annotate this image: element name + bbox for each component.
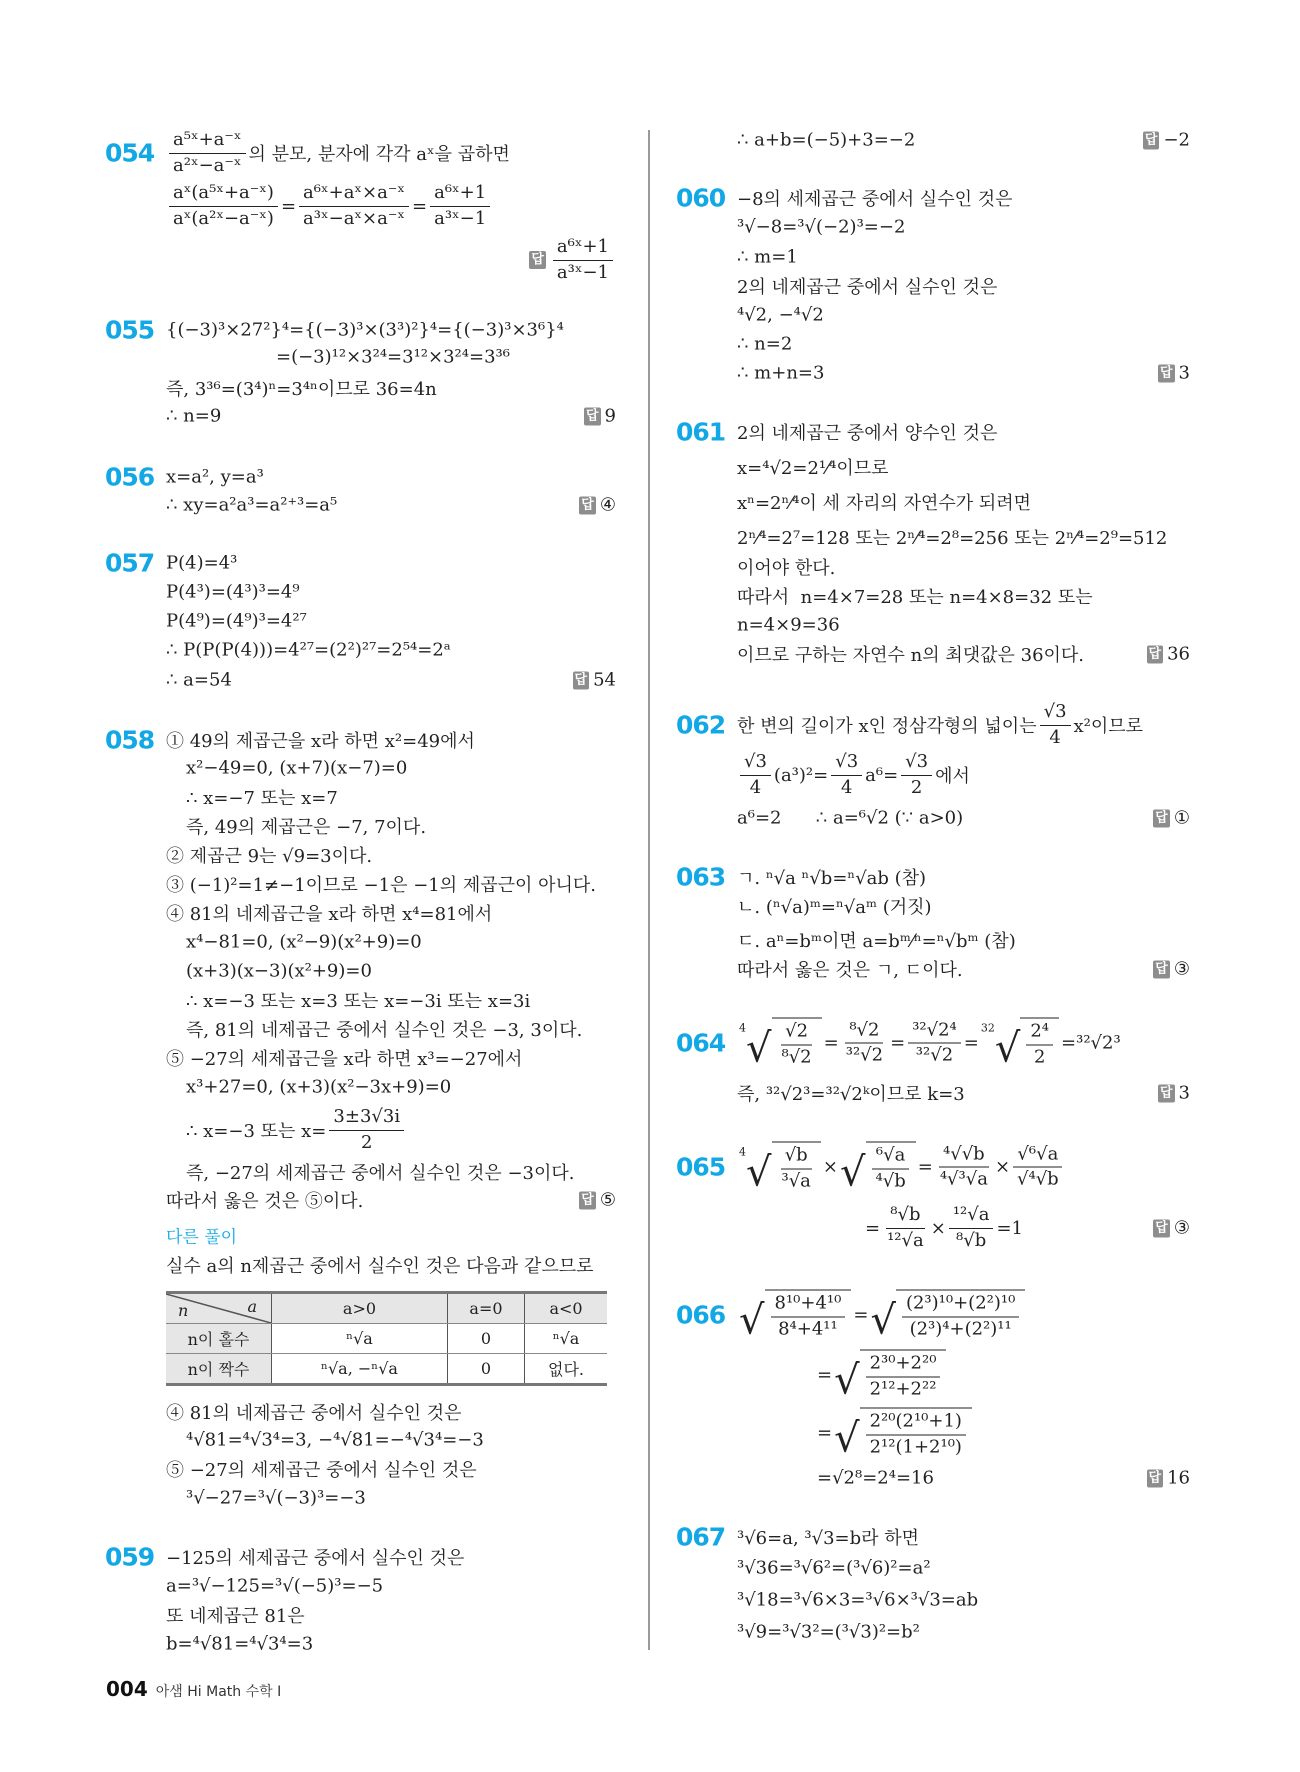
solution-line: a=³√−125=³√(−5)³=−5 <box>166 1575 384 1597</box>
answer-value: ① <box>1173 807 1190 829</box>
radical-sign: √ <box>840 1149 866 1196</box>
fraction <box>1026 1021 1053 1069</box>
solution-line: ② 제곱근 9는 √9=3이다. <box>166 846 373 867</box>
fraction <box>949 1204 994 1252</box>
answer-badge-icon: 답 <box>1148 1470 1162 1485</box>
fraction <box>883 1204 928 1252</box>
text: =³²√2³ <box>1061 1032 1121 1054</box>
fraction <box>831 751 862 799</box>
table-cell: ⁿ√a <box>272 1324 448 1354</box>
solution-line: −8의 세제곱근 중에서 실수인 것은 <box>737 189 1013 210</box>
problem-number: 059 <box>105 1542 155 1572</box>
solution-line <box>166 182 493 230</box>
fraction <box>299 182 409 230</box>
table-row <box>166 1324 607 1354</box>
problem-number: 056 <box>105 462 155 492</box>
solution-line: ∴ m=1 <box>737 246 798 268</box>
equals: = <box>817 1422 833 1444</box>
radical <box>870 1290 1025 1344</box>
problem-number: 067 <box>676 1522 726 1552</box>
answer <box>1147 644 1190 665</box>
answer-badge-icon: 답 <box>1155 961 1168 976</box>
text: ∴ x=−3 또는 x= <box>186 1121 327 1142</box>
problem-number: 065 <box>676 1152 726 1182</box>
numerator: √3 <box>831 751 862 776</box>
numerator: √2 <box>781 1021 812 1046</box>
denominator: ⁸√b <box>956 1229 987 1251</box>
solution-line <box>737 1290 1027 1344</box>
denominator: a³ˣ−1 <box>556 261 609 283</box>
times: × <box>930 1217 946 1239</box>
solution-line: n=4×9=36 <box>737 614 840 636</box>
fraction <box>936 1143 992 1191</box>
numerator: √b <box>781 1145 812 1170</box>
solution-line: 따라서 옳은 것은 ㄱ, ㄷ이다. <box>737 960 963 981</box>
radical <box>834 1408 972 1462</box>
denominator: 8⁴+4¹¹ <box>778 1318 838 1339</box>
problem-number: 062 <box>676 710 726 740</box>
answer-value: −2 <box>1163 129 1190 151</box>
problem-number: 054 <box>105 138 155 168</box>
denominator: (2³)⁴+(2²)¹¹ <box>909 1318 1012 1339</box>
numerator: (2³)¹⁰+(2²)¹⁰ <box>902 1293 1019 1318</box>
times: × <box>822 1156 839 1178</box>
solution-line: ∴ m+n=3 <box>737 362 825 384</box>
solution-line: 실수 a의 n제곱근 중에서 실수인 것은 다음과 같으므로 <box>166 1256 594 1277</box>
equals: = <box>865 1217 881 1239</box>
denominator: 2 <box>361 1131 373 1153</box>
solution-line: ∴ P(P(P(4)))=4²⁷=(2²)²⁷=2⁵⁴=2ᵃ <box>166 639 451 661</box>
text: x²이므로 <box>1073 716 1144 737</box>
radical <box>739 1290 851 1344</box>
fraction <box>329 1106 404 1154</box>
solution-line <box>737 1018 1121 1072</box>
fraction <box>771 1293 846 1341</box>
answer <box>1153 959 1190 980</box>
solution-line: ∴ a=54 <box>166 669 232 691</box>
equals: = <box>853 1304 869 1326</box>
solution-line: 이므로 구하는 자연수 n의 최댓값은 36이다. <box>737 645 1085 666</box>
solution-line: ④ 81의 네제곱근을 x라 하면 x⁴=81에서 <box>166 904 493 925</box>
answer-badge-icon: 답 <box>1155 810 1168 825</box>
solution-line: b=⁴√81=⁴√3⁴=3 <box>166 1633 314 1655</box>
solution-line: ³√−8=³√(−2)³=−2 <box>737 216 906 238</box>
answer-value: 3 <box>1178 1082 1190 1104</box>
solution-line: 즉, 3³⁶=(3⁴)ⁿ=3⁴ⁿ이므로 36=4n <box>166 379 437 400</box>
fraction <box>169 129 246 177</box>
column-header: a<0 <box>525 1293 607 1324</box>
fraction <box>866 1353 941 1401</box>
problem-number: 058 <box>105 725 155 755</box>
answer <box>529 236 616 284</box>
radical-index: 4 <box>739 1021 746 1035</box>
answer-badge-icon: 답 <box>585 408 599 423</box>
numerator: ⁴√√b <box>939 1143 989 1168</box>
denominator: ¹²√a <box>887 1229 924 1251</box>
text: =1 <box>996 1217 1024 1239</box>
radical <box>834 1350 946 1404</box>
numerator: ¹²√a <box>949 1204 994 1229</box>
solution-line: {(−3)³×27²}⁴={(−3)³×(3³)²}⁴={(−3)³×3⁶}⁴ <box>166 319 564 341</box>
answer-badge-icon: 답 <box>574 672 588 687</box>
equals: = <box>280 195 297 217</box>
problem-number: 066 <box>676 1300 726 1330</box>
fraction <box>842 1019 887 1067</box>
numerator: √3 <box>1040 701 1071 726</box>
answer-badge-icon: 답 <box>531 252 544 267</box>
solution-line: ㄱ. ⁿ√a ⁿ√b=ⁿ√ab (참) <box>737 868 927 889</box>
table-corner <box>166 1293 272 1324</box>
radical-index: 32 <box>980 1021 995 1035</box>
radical <box>739 1142 821 1196</box>
equals: = <box>963 1032 979 1054</box>
denominator: ³²√2 <box>915 1044 954 1066</box>
denominator: 4 <box>1049 726 1061 748</box>
times: × <box>994 1156 1011 1178</box>
denominator: aˣ(a²ˣ−a⁻ˣ) <box>173 207 274 229</box>
answer-badge-icon: 답 <box>1148 646 1162 661</box>
numerator: ⁸√b <box>886 1204 924 1229</box>
answer <box>1143 130 1190 151</box>
solution-line: xⁿ=2ⁿ⁄⁴이 세 자리의 자연수가 되려면 <box>737 493 1032 514</box>
column-header: a>0 <box>272 1293 448 1324</box>
solution-line: 2ⁿ⁄⁴=2⁷=128 또는 2ⁿ⁄⁴=2⁸=256 또는 2ⁿ⁄⁴=2⁹=512 <box>737 528 1168 549</box>
solution-line: 이어야 한다. <box>737 558 836 579</box>
row-header: n이 홀수 <box>166 1324 272 1354</box>
problem-number: 055 <box>105 315 155 345</box>
numerator: 2³⁰+2²⁰ <box>866 1353 941 1378</box>
radical-sign: √ <box>834 1415 860 1462</box>
radical <box>980 1018 1059 1072</box>
denominator: √⁴√b <box>1017 1168 1059 1190</box>
solution-line: x=a², y=a³ <box>166 466 264 488</box>
radical-index: 4 <box>739 1145 746 1159</box>
fraction <box>778 1021 816 1069</box>
answer-value: 54 <box>593 669 616 691</box>
solution-line: ∴ x=−3 또는 x=3 또는 x=−3i 또는 x=3i <box>186 991 531 1012</box>
equals: = <box>412 195 428 217</box>
alternative-solution-heading: 다른 풀이 <box>166 1227 238 1248</box>
solution-line: ∴ n=2 <box>737 333 793 355</box>
solution-line <box>737 701 1143 749</box>
solution-line: 2의 네제곱근 중에서 양수인 것은 <box>737 423 998 444</box>
solution-line: ③ (−1)²=1≠−1이므로 −1은 −1의 제곱근이 아니다. <box>166 875 596 896</box>
equals: = <box>917 1156 933 1178</box>
radical-sign: √ <box>994 1025 1021 1072</box>
solution-line: 즉, ³²√2³=³²√2ᵏ이므로 k=3 <box>737 1084 965 1105</box>
answer-badge-icon: 답 <box>1155 1220 1168 1235</box>
solution-line: (x+3)(x−3)(x²+9)=0 <box>186 960 372 982</box>
denominator: 2¹²+2²² <box>869 1378 937 1399</box>
page-footer <box>106 1677 281 1701</box>
solution-line: ㄷ. aⁿ=bᵐ이면 a=bᵐ⁄ⁿ=ⁿ√bᵐ (참) <box>737 931 1016 952</box>
numerator: ⁶√a <box>872 1145 909 1170</box>
fraction <box>908 1019 961 1067</box>
solution-line: ∴ a+b=(−5)+3=−2 <box>737 129 916 151</box>
text: 에서 <box>935 766 970 787</box>
fraction <box>553 236 613 284</box>
numerator: √3 <box>901 751 932 776</box>
solution-line: ³√6=a, ³√3=b라 하면 <box>737 1528 920 1549</box>
text: (a³)²= <box>773 764 829 786</box>
answer-badge-icon: 답 <box>1159 365 1173 380</box>
problem-number: 057 <box>105 548 155 578</box>
numerator: ³²√2⁴ <box>908 1019 961 1044</box>
answer-value: ④ <box>599 494 616 516</box>
answer <box>584 406 616 427</box>
numerator: aˣ(a⁵ˣ+a⁻ˣ) <box>169 182 278 207</box>
answer-badge-icon: 답 <box>1159 1085 1173 1100</box>
column-divider <box>648 130 650 1650</box>
table-row <box>166 1354 607 1385</box>
table-cell: 0 <box>447 1354 524 1385</box>
problem-number: 064 <box>676 1028 726 1058</box>
denominator: a²ˣ−a⁻ˣ <box>173 154 242 176</box>
solution-line: 따라서 n=4×7=28 또는 n=4×8=32 또는 <box>737 587 1093 608</box>
solution-line: P(4)=4³ <box>166 552 238 574</box>
solution-line: x³+27=0, (x+3)(x²−3x+9)=0 <box>186 1076 452 1098</box>
book-title: 아샘 Hi Math 수학 I <box>155 1684 282 1700</box>
solution-line: 즉, −27의 세제곱근 중에서 실수인 것은 −3이다. <box>186 1163 575 1184</box>
solution-line: ∴ x=−7 또는 x=7 <box>186 788 338 809</box>
row-header: n이 짝수 <box>166 1354 272 1385</box>
solution-line: ⁴√81=⁴√3⁴=3, −⁴√81=−⁴√3⁴=−3 <box>186 1429 484 1451</box>
denominator: 2 <box>1033 1046 1046 1067</box>
denominator: ⁴√³√a <box>939 1168 988 1190</box>
solution-line: ⁴√2, −⁴√2 <box>737 304 824 326</box>
answer <box>573 670 616 691</box>
solution-line: ∴ n=9 <box>166 405 222 427</box>
numerator: √⁶√a <box>1013 1143 1062 1168</box>
solution-line: 2의 네제곱근 중에서 실수인 것은 <box>737 277 998 298</box>
table-cell: ⁿ√a, −ⁿ√a <box>272 1354 448 1385</box>
answer-badge-icon: 답 <box>581 497 594 512</box>
solution-line: ³√36=³√6²=(³√6)²=a² <box>737 1557 931 1579</box>
text: 의 분모, 분자에 각각 aˣ을 곱하면 <box>248 144 510 165</box>
solution-line <box>737 751 970 799</box>
radical-sign: √ <box>746 1149 772 1196</box>
table-cell: ⁿ√a <box>525 1324 607 1354</box>
page-number: 004 <box>106 1677 148 1701</box>
solution-line <box>817 1408 974 1462</box>
solution-line: ⑤ −27의 세제곱근을 x라 하면 x³=−27에서 <box>166 1049 523 1070</box>
solution-line: =(−3)¹²×3²⁴=3¹²×3²⁴=3³⁶ <box>276 346 510 368</box>
equals: = <box>817 1364 833 1386</box>
solution-line <box>186 1106 407 1154</box>
solution-line <box>817 1350 948 1404</box>
radical-sign: √ <box>739 1297 765 1344</box>
fraction <box>866 1411 966 1459</box>
answer <box>1158 1083 1190 1104</box>
radical <box>739 1018 822 1072</box>
solution-line: 즉, 81의 네제곱근 중에서 실수인 것은 −3, 3이다. <box>186 1020 583 1041</box>
solution-line: ∴ xy=a²a³=a²⁺³=a⁵ <box>166 494 338 516</box>
solution-line: ³√9=³√3²=(³√3)²=b² <box>737 1621 920 1643</box>
answer <box>1153 808 1190 829</box>
table-cell: 0 <box>447 1324 524 1354</box>
answer-value: 3 <box>1178 362 1190 384</box>
text: 한 변의 길이가 x인 정삼각형의 넓이는 <box>737 716 1037 737</box>
answer-value: 16 <box>1167 1467 1190 1489</box>
problem-number: 063 <box>676 862 726 892</box>
fraction <box>430 182 490 230</box>
solution-line <box>166 129 510 177</box>
solution-line <box>865 1204 1023 1252</box>
numerator: 2²⁰(2¹⁰+1) <box>866 1411 966 1436</box>
solution-line: 따라서 옳은 것은 ⑤이다. <box>166 1191 364 1212</box>
fraction <box>740 751 771 799</box>
solution-line: ³√−27=³√(−3)³=−3 <box>186 1487 366 1509</box>
answer-value: ③ <box>1173 1217 1190 1239</box>
denominator: ³²√2 <box>845 1044 884 1066</box>
denominator: ³√a <box>781 1170 811 1191</box>
numerator: a⁵ˣ+a⁻ˣ <box>169 129 246 154</box>
numerator: √3 <box>740 751 771 776</box>
denominator: ⁴√b <box>875 1170 906 1191</box>
numerator: ⁸√2 <box>845 1019 883 1044</box>
radical-sign: √ <box>834 1357 860 1404</box>
answer <box>579 1190 616 1211</box>
denominator: 2¹²(1+2¹⁰) <box>869 1436 962 1457</box>
numerator: 8¹⁰+4¹⁰ <box>771 1293 846 1318</box>
answer <box>1147 1468 1190 1489</box>
column-axis-label: a <box>247 1297 257 1316</box>
solution-line <box>737 1142 1066 1196</box>
problem-number: 061 <box>676 417 726 447</box>
numerator: a⁶ˣ+1 <box>553 236 613 261</box>
solution-line: ① 49의 제곱근을 x라 하면 x²=49에서 <box>166 731 475 752</box>
denominator: a³ˣ−1 <box>434 207 487 229</box>
numerator: 3±3√3i <box>329 1106 404 1131</box>
solution-line: ④ 81의 네제곱근 중에서 실수인 것은 <box>166 1403 462 1424</box>
denominator: 4 <box>840 776 853 798</box>
answer <box>579 495 616 516</box>
solution-line: P(4³)=(4³)³=4⁹ <box>166 581 300 603</box>
solution-line: x²−49=0, (x+7)(x−7)=0 <box>186 757 408 779</box>
fraction <box>778 1145 815 1193</box>
answer-value: 9 <box>604 405 616 427</box>
fraction <box>872 1145 910 1193</box>
solution-line: 또 네제곱근 81은 <box>166 1606 305 1627</box>
answer-badge-icon: 답 <box>1144 132 1158 147</box>
answer <box>1153 1218 1190 1239</box>
solution-line: a⁶=2 ∴ a=⁶√2 (∵ a>0) <box>737 807 964 829</box>
nth-root-table <box>166 1291 607 1386</box>
answer-value: 36 <box>1167 643 1190 665</box>
equals: = <box>890 1032 906 1054</box>
solution-line: P(4⁹)=(4⁹)³=4²⁷ <box>166 610 307 632</box>
fraction <box>169 182 278 230</box>
solution-line: −125의 세제곱근 중에서 실수인 것은 <box>166 1548 465 1569</box>
solution-line: =√2⁸=2⁴=16 <box>817 1467 934 1489</box>
denominator: 2 <box>910 776 923 798</box>
equals: = <box>823 1032 839 1054</box>
solution-line: 즉, 49의 제곱근은 −7, 7이다. <box>186 817 427 838</box>
column-header: a=0 <box>447 1293 524 1324</box>
denominator: 4 <box>749 776 762 798</box>
radical <box>840 1142 916 1196</box>
denominator: ⁸√2 <box>781 1046 812 1067</box>
solution-line: ㄴ. (ⁿ√a)ᵐ=ⁿ√aᵐ (거짓) <box>737 897 932 918</box>
answer-value: ⑤ <box>599 1189 616 1211</box>
answer-value: ③ <box>1173 958 1190 980</box>
solution-line: x=⁴√2=2¹⁄⁴이므로 <box>737 458 889 479</box>
numerator: a⁶ˣ+aˣ×a⁻ˣ <box>299 182 409 207</box>
table-cell: 없다. <box>525 1354 607 1385</box>
row-axis-label: n <box>178 1301 189 1320</box>
numerator: 2⁴ <box>1026 1021 1053 1046</box>
fraction <box>1040 701 1071 749</box>
answer <box>1158 363 1190 384</box>
fraction <box>901 751 932 799</box>
solution-line: ⑤ −27의 세제곱근 중에서 실수인 것은 <box>166 1460 477 1481</box>
fraction <box>1013 1143 1063 1191</box>
fraction <box>902 1293 1019 1341</box>
problem-number: 060 <box>676 183 726 213</box>
radical-sign: √ <box>870 1297 896 1344</box>
answer-badge-icon: 답 <box>581 1192 594 1207</box>
denominator: a³ˣ−aˣ×a⁻ˣ <box>303 207 405 229</box>
radical-sign: √ <box>746 1025 772 1072</box>
solution-line: ³√18=³√6×3=³√6×³√3=ab <box>737 1589 979 1611</box>
solution-line: x⁴−81=0, (x²−9)(x²+9)=0 <box>186 931 422 953</box>
numerator: a⁶ˣ+1 <box>430 182 490 207</box>
text: a⁶= <box>865 764 899 786</box>
